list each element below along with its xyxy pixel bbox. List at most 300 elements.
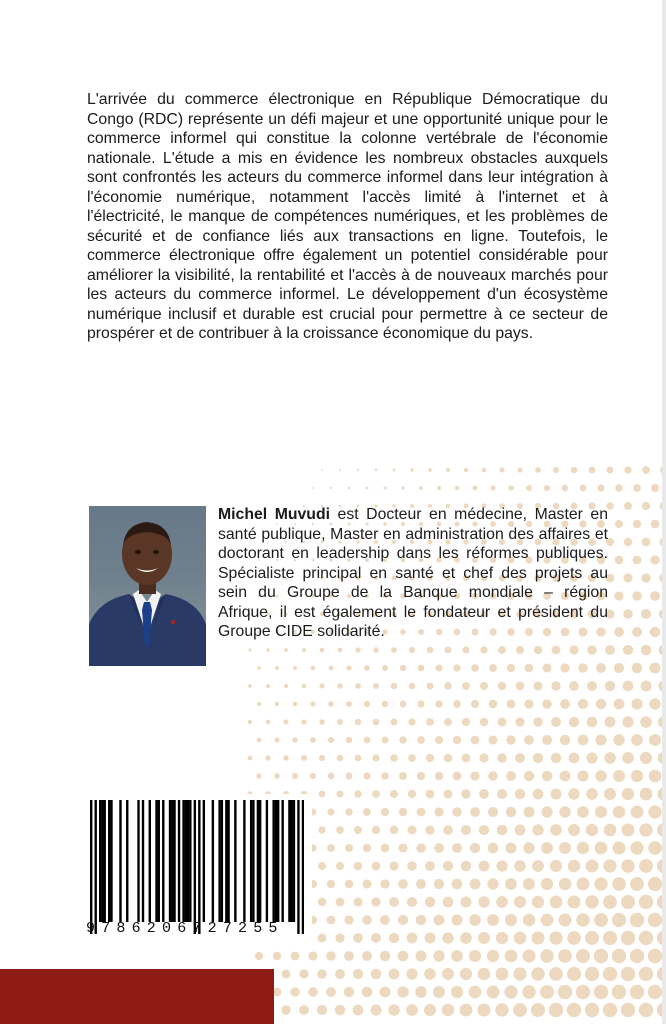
halftone-dot [362,951,372,961]
halftone-dot [391,683,397,689]
barcode-bar [126,800,128,922]
halftone-dot [335,969,345,979]
halftone-dot [642,538,651,547]
halftone-dot [516,646,524,654]
halftone-dot [649,734,661,746]
halftone-dot [446,468,450,472]
halftone-dot [585,895,598,908]
halftone-dot [380,951,390,961]
barcode-bar [108,800,110,922]
halftone-dot [586,824,598,836]
halftone-dot [648,949,662,963]
halftone-dot [543,664,552,673]
barcode-bar [293,800,295,922]
halftone-dot [417,700,424,707]
halftone-dot [355,683,361,689]
halftone-dot [337,755,344,762]
halftone-dot [373,647,379,653]
halftone-dot [308,951,317,960]
halftone-dot [642,466,650,474]
halftone-dot [462,646,469,653]
halftone-dot [533,753,543,763]
halftone-dot [534,646,542,654]
halftone-dot [603,895,617,909]
halftone-dot [301,719,306,724]
halftone-dot [443,861,453,871]
halftone-dot [614,627,624,637]
halftone-dot [622,716,633,727]
halftone-dot [515,753,525,763]
halftone-dot [293,666,297,670]
halftone-dot [434,843,444,853]
halftone-dot [577,770,588,781]
halftone-dot [348,487,350,489]
halftone-dot [248,756,253,761]
halftone-dot [531,967,545,981]
halftone-dot [532,824,543,835]
halftone-dot [335,1005,345,1015]
halftone-dot [639,931,653,945]
halftone-dot [354,862,363,871]
barcode-bar [189,800,191,922]
halftone-dot [442,932,453,943]
barcode-bar [203,800,205,922]
halftone-dot [524,771,534,781]
halftone-dot [551,753,562,764]
halftone-dot [505,914,517,926]
barcode-bar [95,800,97,934]
halftone-dot [401,486,404,489]
barcode-bar [302,800,304,934]
halftone-dot [621,895,635,909]
halftone-dot [266,648,270,652]
halftone-dot [542,699,551,708]
halftone-dot [651,520,660,529]
halftone-dot [470,771,479,780]
halftone-dot [415,950,426,961]
halftone-dot [281,1005,290,1014]
halftone-dot [336,790,343,797]
halftone-dot [339,469,341,471]
halftone-dot [603,859,616,872]
halftone-dot [274,773,280,779]
halftone-dot [460,896,471,907]
halftone-dot [310,701,315,706]
halftone-dot [425,897,435,907]
halftone-dot [558,985,572,999]
halftone-dot [337,719,343,725]
halftone-dot [273,952,281,960]
halftone-dot [550,896,563,909]
halftone-dot [569,717,579,727]
halftone-dot [613,770,625,782]
halftone-dot [392,468,395,471]
halftone-dot [444,718,452,726]
halftone-dot [390,754,398,762]
halftone-dot [594,985,608,999]
halftone-dot [354,790,361,797]
halftone-dot [648,877,662,891]
halftone-dot [373,683,379,689]
halftone-dot [523,878,535,890]
halftone-dot [630,877,644,891]
halftone-dot [308,987,318,997]
halftone-dot [302,648,306,652]
halftone-dot [353,969,363,979]
halftone-dot [469,950,481,962]
halftone-dot [595,842,608,855]
halftone-dot [455,486,459,490]
halftone-dot [257,702,261,706]
halftone-dot [544,485,550,491]
halftone-dot [345,880,354,889]
halftone-dot [391,647,397,653]
halftone-dot [452,879,463,890]
halftone-dot [453,664,460,671]
halftone-dot [496,968,509,981]
halftone-dot [613,734,624,745]
halftone-dot [633,556,642,565]
halftone-dot [329,666,334,671]
halftone-dot [641,609,651,619]
halftone-dot [346,701,352,707]
halftone-dot [327,808,334,815]
halftone-dot [624,502,632,510]
halftone-dot [631,734,643,746]
halftone-dot [442,1004,454,1016]
halftone-dot [621,967,635,981]
halftone-dot [338,648,343,653]
halftone-dot [603,1003,617,1017]
halftone-dot [508,485,513,490]
halftone-dot [470,879,481,890]
halftone-dot [389,969,400,980]
halftone-dot [410,468,413,471]
halftone-dot [517,467,522,472]
halftone-dot [569,645,578,654]
halftone-dot [372,754,379,761]
halftone-dot [290,987,299,996]
halftone-dot [515,825,526,836]
barcode-bar [137,800,139,922]
halftone-dot [578,735,589,746]
halftone-dot [613,806,626,819]
halftone-dot [630,913,644,927]
barcode-bar [194,800,196,934]
halftone-dot [480,646,487,653]
halftone-dot [317,1005,327,1015]
halftone-dot [388,1004,399,1015]
halftone-dot [639,967,653,981]
halftone-dot [612,877,626,891]
halftone-dot [507,700,516,709]
halftone-dot [470,843,480,853]
halftone-dot [400,701,407,708]
halftone-dot [605,681,615,691]
halftone-dot [416,879,426,889]
barcode-bar [272,800,274,922]
halftone-dot [603,931,617,945]
halftone-dot [596,663,606,673]
halftone-dot [364,665,370,671]
halftone-dot [480,718,489,727]
barcode-bar [178,800,180,922]
halftone-dot [648,913,662,927]
halftone-dot [257,666,261,670]
halftone-dot [408,718,415,725]
halftone-dot [514,860,526,872]
halftone-dot [587,645,596,654]
halftone-dot [318,826,325,833]
halftone-dot [587,681,597,691]
halftone-dot [604,752,616,764]
halftone-dot [515,789,525,799]
halftone-dot [514,896,526,908]
isbn-number: 9786206727255 [86,920,284,937]
halftone-dot [301,755,307,761]
halftone-dot [382,701,389,708]
halftone-dot [346,773,353,780]
halftone-dot [567,931,581,945]
halftone-dot [622,752,634,764]
halftone-dot [380,915,390,925]
halftone-dot [364,701,370,707]
halftone-dot [452,807,462,817]
barcode-bar [212,800,214,922]
halftone-dot [578,699,588,709]
barcode-bar [198,800,200,934]
halftone-dot [594,949,608,963]
halftone-dot [559,878,572,891]
halftone-dot [533,681,542,690]
halftone-dot [595,806,607,818]
halftone-dot [580,485,587,492]
halftone-dot [479,789,489,799]
halftone-dot [444,682,451,689]
halftone-dot [443,789,452,798]
halftone-dot [612,841,625,854]
halftone-dot [640,788,653,801]
halftone-dot [541,806,552,817]
halftone-dot [641,645,651,655]
halftone-dot [381,772,389,780]
halftone-dot [479,753,488,762]
halftone-dot [320,648,325,653]
halftone-dot [345,808,353,816]
halftone-dot [366,487,369,490]
halftone-dot [577,878,590,891]
halftone-dot [425,933,436,944]
halftone-dot [488,843,499,854]
halftone-dot [605,717,616,728]
halftone-dot [506,807,517,818]
halftone-dot [577,842,589,854]
halftone-dot [390,790,398,798]
halftone-dot [560,699,570,709]
halftone-dot [299,1005,309,1015]
halftone-dot [549,931,562,944]
halftone-dot [371,933,381,943]
halftone-dot [649,698,660,709]
halftone-dot [640,680,651,691]
halftone-dot [442,968,454,980]
halftone-dot [344,915,353,924]
halftone-dot [380,987,391,998]
halftone-dot [568,824,580,836]
halftone-dot [408,754,416,762]
halftone-dot [248,684,252,688]
halftone-dot [487,950,499,962]
halftone-dot [604,788,616,800]
halftone-dot [550,788,561,799]
halftone-dot [597,484,604,491]
halftone-dot [576,985,590,999]
halftone-dot [390,826,399,835]
halftone-dot [398,951,409,962]
halftone-dot [487,878,498,889]
halftone-dot [621,931,635,945]
halftone-dot [558,913,571,926]
halftone-dot [532,860,544,872]
halftone-dot [585,931,599,945]
halftone-dot [550,860,562,872]
halftone-dot [400,665,406,671]
halftone-dot [355,647,360,652]
halftone-dot [524,699,533,708]
halftone-dot [631,806,644,819]
halftone-dot [319,719,325,725]
halftone-dot [500,468,505,473]
halftone-dot [650,591,660,601]
halftone-dot [417,736,425,744]
halftone-dot [327,916,336,925]
halftone-dot [569,681,579,691]
halftone-dot [284,684,288,688]
halftone-dot [426,754,434,762]
halftone-dot [585,1003,599,1017]
halftone-dot [498,646,506,654]
halftone-dot [533,789,544,800]
barcode-bar [243,800,245,922]
halftone-dot [406,968,417,979]
halftone-dot [569,753,580,764]
halftone-dot [327,880,335,888]
halftone-dot [567,967,581,981]
author-bio-text: est Docteur en médecine, Master en santé publique, Master en administration des affaires et doctorant en leadership dans les réformes publiques. Spécialiste principal en santé et chef des projets au sein du Groupe de la Banque mondiale – région Afrique, il est également le fondateur et président du Groupe CIDE solidarité. [218,506,608,640]
halftone-dot [523,842,534,853]
halftone-dot [326,951,335,960]
halftone-dot [436,665,443,672]
halftone-dot [589,467,596,474]
halftone-dot [631,770,643,782]
halftone-dot [406,1004,418,1016]
halftone-dot [604,824,617,837]
isbn-barcode [82,794,312,947]
halftone-dot [624,538,632,546]
halftone-dot [624,466,631,473]
halftone-dot [632,663,643,674]
halftone-dot [497,789,507,799]
halftone-dot [371,897,380,906]
halftone-dot [568,860,581,873]
halftone-dot [346,737,352,743]
halftone-dot [513,967,526,980]
halftone-dot [274,737,279,742]
halftone-dot [345,844,353,852]
halftone-dot [443,825,453,835]
halftone-dot [310,773,316,779]
halftone-dot [372,862,381,871]
halftone-dot [389,933,399,943]
halftone-dot [433,986,445,998]
halftone-dot [363,844,371,852]
halftone-dot [328,701,334,707]
halftone-dot [380,879,389,888]
halftone-dot [615,484,622,491]
halftone-dot [409,647,415,653]
halftone-dot [615,556,624,565]
barcode-bar [119,800,121,922]
halftone-dot [437,486,441,490]
halftone-dot [478,968,491,981]
halftone-dot [560,771,571,782]
halftone-dot [362,915,372,925]
halftone-dot [283,755,289,761]
barcode-bar [225,800,227,922]
halftone-dot [595,770,607,782]
halftone-dot [464,468,468,472]
halftone-dot [559,806,571,818]
halftone-dot [256,773,261,778]
halftone-dot [336,898,345,907]
author-bio [218,505,608,642]
halftone-dot [344,987,354,997]
halftone-dot [526,485,532,491]
barcode-bar [277,800,279,922]
halftone-dot [293,702,298,707]
halftone-dot [640,752,652,764]
halftone-dot [650,627,660,637]
halftone-dot [542,771,553,782]
halftone-dot [435,700,443,708]
halftone-dot [514,932,527,945]
halftone-dot [535,467,541,473]
barcode-bar [101,800,103,922]
halftone-dot [460,1004,473,1017]
halftone-dot [630,949,644,963]
halftone-dot [578,663,588,673]
halftone-dot [471,700,479,708]
halftone-dot [328,737,334,743]
halftone-dot [282,970,291,979]
halftone-dot [482,468,487,473]
halftone-dot [605,645,615,655]
halftone-dot [248,720,252,724]
halftone-dot [389,861,398,870]
halftone-dot [321,469,323,471]
barcode-bar [259,800,261,922]
halftone-dot [641,573,650,582]
barcode-bar [266,800,268,922]
halftone-dot [346,665,351,670]
halftone-dot [498,682,506,690]
halftone-dot [407,933,418,944]
halftone-dot [266,684,270,688]
halftone-dot [516,682,525,691]
halftone-dot [399,808,408,817]
page-edge [662,0,666,1024]
halftone-dot [489,664,497,672]
